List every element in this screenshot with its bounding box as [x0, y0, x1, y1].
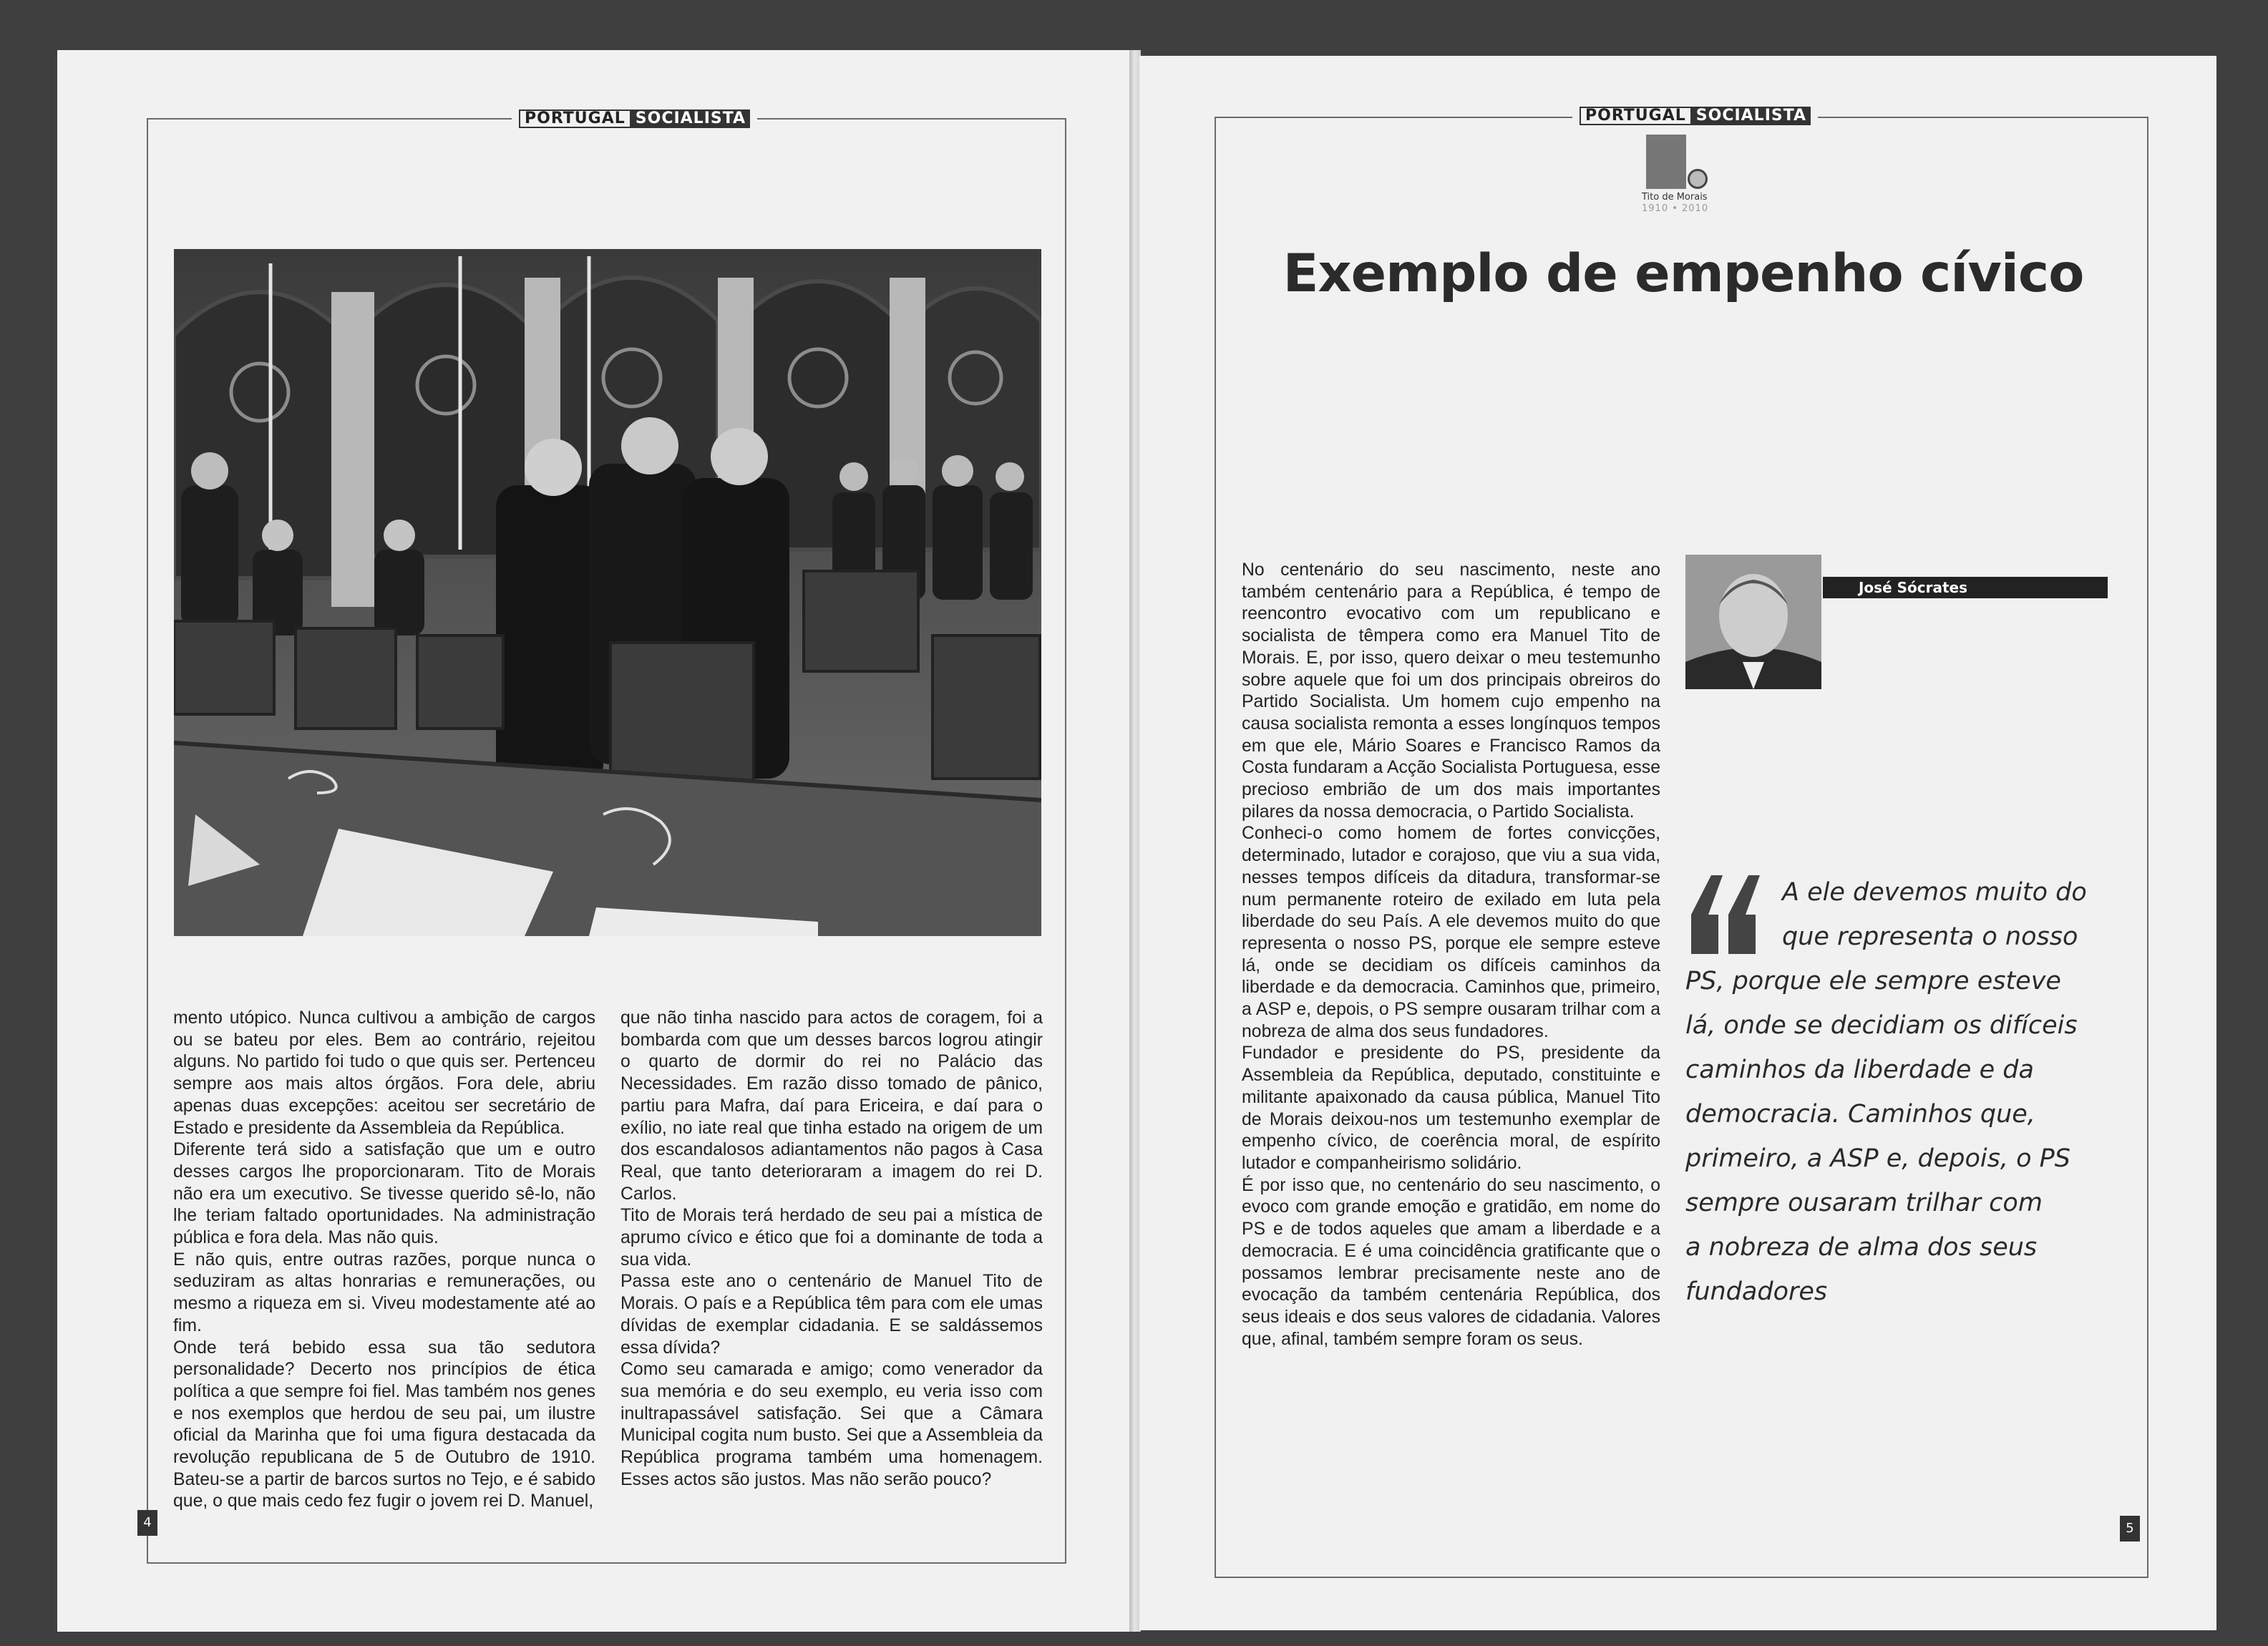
paragraph: É por isso que, no centenário do seu nascimento, o evoco com grande emoção e gratidão, em nome do PS e de todos aqueles que amam a liberdade e a democracia. E é uma coincidência gratificante que o possamos lembrar precisamente neste ano de evocação da também centenária República, dos seus ideais e dos seus valores de cidadania. Valores que, afinal, também sempre foram os seus.: [1242, 1175, 1660, 1349]
logo-years: 1910 • 2010: [1642, 203, 1709, 214]
paragraph: Onde terá bebido essa sua tão sedutora personalidade? Decerto nos princípios de ética política a que sempre foi fiel. Mas também nos genes e nos exemplos que herdou de seu pai, um ilustre oficial da Marinha que foi uma figura destacada da revolução republicana de 5 de Outubro de 1910. Bateu-se a partir de barcos surtos no Tejo, e é sabido que, o que mais cedo fez fugir o jovem rei D. Manuel,: [173, 1338, 595, 1511]
paragraph: Passa este ano o centenário de Manuel Tito de Morais. O país e a República têm para com ele umas dívidas de exemplar cidadania. E se saldássemos essa dívida?: [620, 1272, 1043, 1358]
paragraph: Diferente terá sido a satisfação que um e outro desses cargos lhe proporcionaram. Tito de Morais não era um executivo. Se tivesse querido sê-lo, não lhe teriam faltado oportunidades. Na administração pública e fora dela. Mas não quis.: [173, 1140, 595, 1248]
pullquote-line: primeiro, a ASP e, depois, o PS: [1685, 1144, 2070, 1173]
masthead-portugal: PORTUGAL: [1580, 107, 1692, 125]
paragraph: mento utópico. Nunca cultivou a ambição de cargos ou se bateu por eles. Bem ao contrário, rejeitou alguns. No partido foi tudo o que quis ser. Pertenceu sempre aos mais altos órgãos. Fora dele, abriu apenas duas excepções: aceitou ser secretário de Estado e presidente da Assembleia da República.: [173, 1008, 595, 1138]
pullquote-line: lá, onde se decidiam os difíceis: [1685, 1011, 2078, 1040]
left-page: [57, 50, 1131, 1632]
article-column-left-1: [173, 1008, 595, 1513]
page-number: 5: [2120, 1516, 2140, 1542]
masthead-portugal: PORTUGAL: [519, 109, 631, 128]
article-headline: Exemplo de empenho cívico: [1283, 243, 2084, 304]
article-column-left-2: [620, 1008, 1043, 1491]
pullquote-line: democracia. Caminhos que,: [1685, 1100, 2035, 1129]
masthead: [512, 109, 757, 129]
article-body: [1242, 560, 1660, 1350]
author-photo: [1685, 555, 1821, 689]
pullquote-line: a nobreza de alma dos seus: [1685, 1233, 2038, 1262]
pullquote-line: fundadores: [1685, 1277, 1828, 1306]
paragraph: Conheci-o como homem de fortes convicções, determinado, lutador e corajoso, que viu a sua vida, nesses tempos difíceis da ditadura, transformar-se num permanente roteiro de exilado em luta pela liberdade do seu País. A ele devemos muito do que representa o nosso PS, porque ele sempre esteve lá, onde se decidiam os difíceis caminhos da liberdade e da democracia. Caminhos que, primeiro, a ASP e, depois, o PS sempre ousaram trilhar com a nobreza de alma dos seus fundadores.: [1242, 824, 1660, 1041]
pullquote-line: que representa o nosso: [1782, 922, 2078, 951]
ceremony-photo: [174, 249, 1041, 936]
masthead-socialista: SOCIALISTA: [1692, 107, 1811, 125]
paragraph: Fundador e presidente do PS, presidente da Assembleia da República, deputado, constituinte e militante apaixonado da causa pública, Manuel Tito de Morais deixou-nos um testemunho exemplar de empenho cívico, de coerência moral, de espírito lutador e companheirismo solidário.: [1242, 1043, 1660, 1173]
author-name: José Sócrates: [1858, 579, 1967, 596]
tito-de-morais-portrait: [1646, 135, 1686, 189]
right-page: [1139, 56, 2216, 1630]
paragraph: E não quis, entre outras razões, porque nunca o seduziram as altas honrarias e remunerações, ou mesmo a riqueza em si. Viveu modestamente até ao fim.: [173, 1250, 595, 1335]
author-bar: [1823, 577, 2108, 598]
pullquote-line: caminhos da liberdade e da: [1685, 1056, 2034, 1084]
pullquote-line: sempre ousaram trilhar com: [1685, 1189, 2043, 1217]
masthead: [1572, 106, 1818, 126]
pullquote-line: A ele devemos muito do: [1782, 878, 2087, 907]
seal-icon: [1688, 169, 1708, 189]
paragraph: Como seu camarada e amigo; como venerador da sua memória e do seu exemplo, eu veria isso com inultrapassável satisfação. Sei que a Câmara Municipal cogita num busto. Sei que a Assembleia da República programa também uma homenagem. Esses actos são justos. Mas não serão pouco?: [620, 1360, 1043, 1489]
page-number: 4: [137, 1510, 157, 1536]
cloister-ceremony-image: [174, 249, 1041, 936]
pullquote-line: PS, porque ele sempre esteve: [1685, 967, 2061, 995]
author-portrait-image: [1685, 555, 1821, 689]
centenary-logo: [1640, 135, 1719, 228]
masthead-socialista: SOCIALISTA: [631, 109, 750, 128]
paragraph: Tito de Morais terá herdado de seu pai a mística de aprumo cívico e ético que foi a dominante de toda a sua vida.: [620, 1206, 1043, 1270]
paragraph: No centenário do seu nascimento, neste ano também centenário para a República, é tempo de reencontro evocativo com um republicano e socialista de têmpera como era Manuel Tito de Morais. E, por isso, quero deixar o meu testemunho sobre aquele que foi um dos principais obreiros do Partido Socialista. Um homem cujo empenho na causa socialista remonta a esses longínquos tempos em que ele, Mário Soares e Francisco Ramos da Costa fundaram a Acção Socialista Portuguesa, esse precioso embrião de um dos mais importantes pilares da nossa democracia, o Partido Socialista.: [1242, 560, 1660, 822]
pull-quote: [1685, 870, 2115, 1314]
logo-caption: Tito de Morais: [1642, 192, 1708, 203]
paragraph: que não tinha nascido para actos de coragem, foi a bombarda com que um desses barcos logrou atingir o quarto de dormir do rei no Palácio das Necessidades. Em razão disso tomado de pânico, partiu para Mafra, daí para Ericeira, e daí para o exílio, no iate real que tinha estado na origem de um dos escandalosos adiantamentos não pagos à Casa Real, que tanto deterioraram a imagem do rei D. Carlos.: [620, 1008, 1043, 1204]
